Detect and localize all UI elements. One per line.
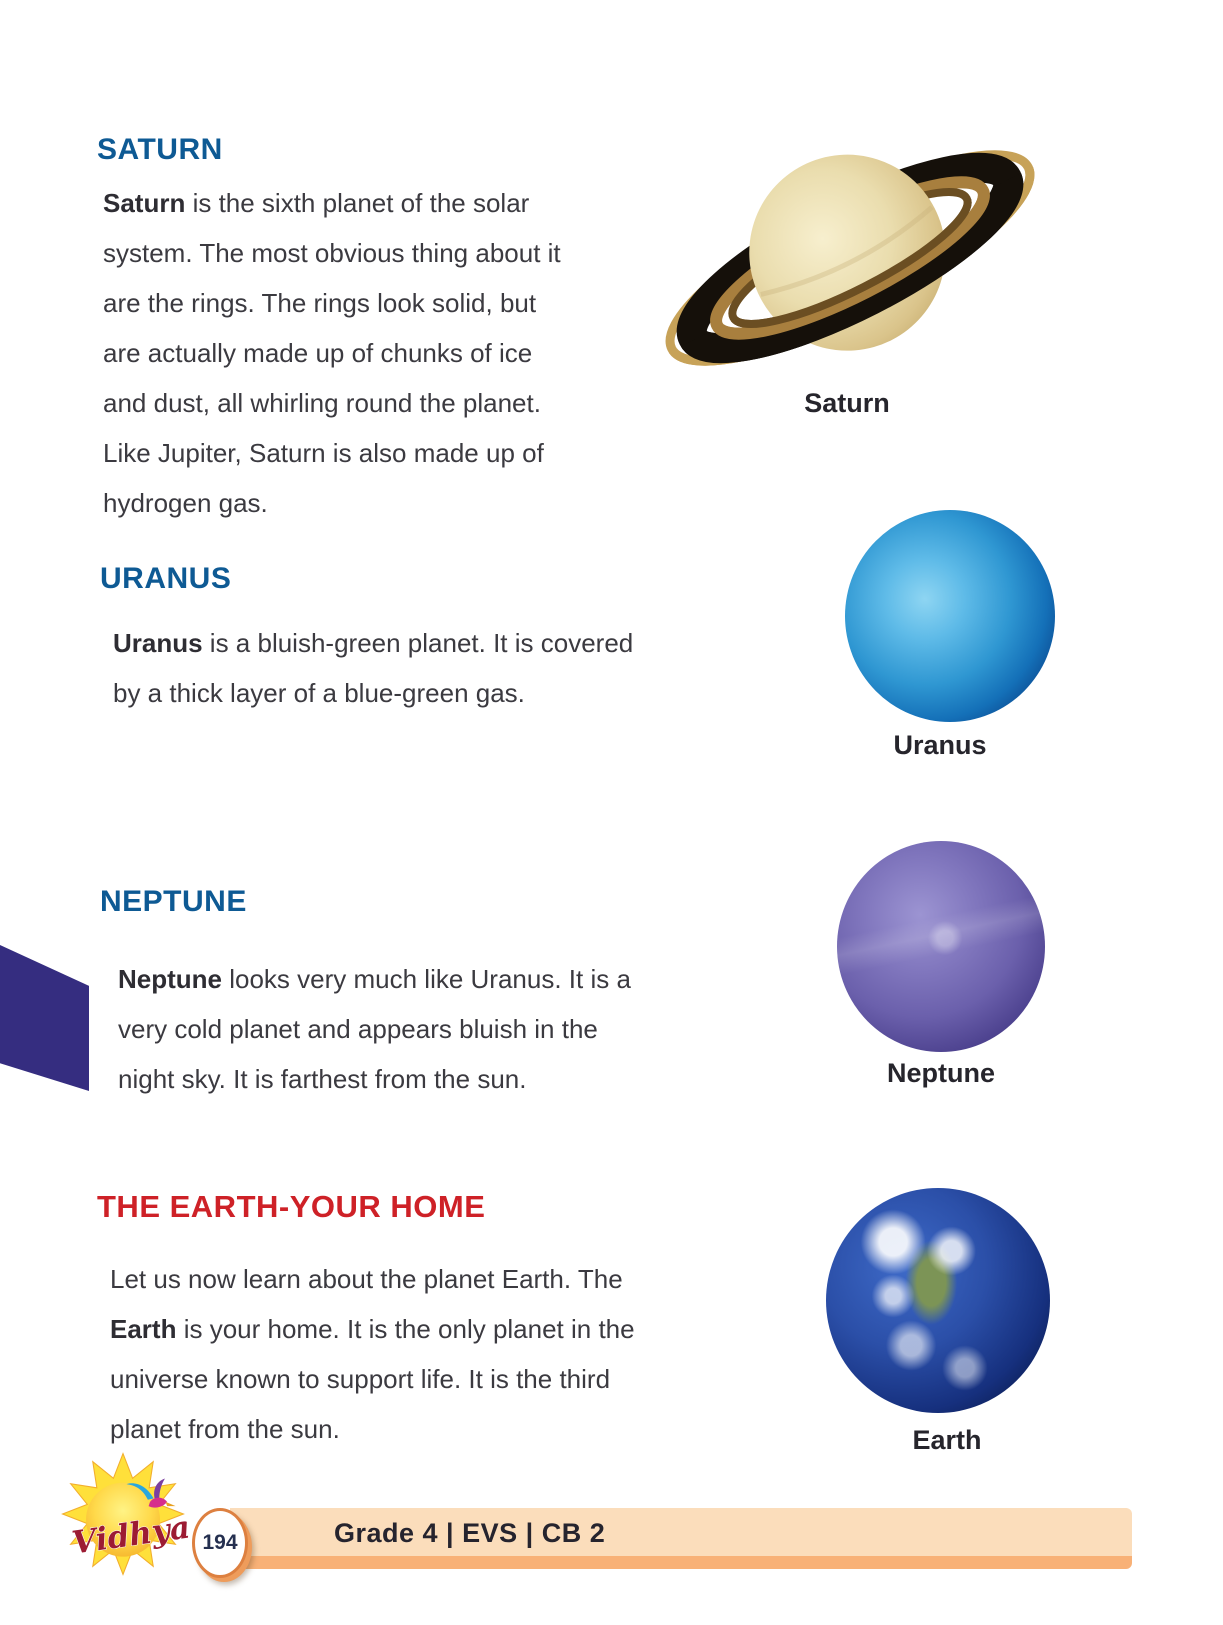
text-line: Earth is your home. It is the only planet in the: [110, 1314, 635, 1344]
paragraph-neptune: [118, 954, 631, 1104]
text-line: Uranus is a bluish-green planet. It is covered: [113, 628, 634, 658]
heading-uranus: URANUS: [100, 561, 232, 595]
text-line: Neptune looks very much like Uranus. It is a: [118, 964, 631, 994]
heading-earth: THE EARTH-YOUR HOME: [97, 1188, 486, 1224]
text-line: planet from the sun.: [110, 1414, 340, 1444]
footer-bar-edge: [230, 1556, 1132, 1569]
text-line: night sky. It is farthest from the sun.: [118, 1064, 527, 1094]
heading-neptune: NEPTUNE: [100, 884, 247, 918]
neptune-image: [837, 841, 1045, 1052]
logo-text: Vidhya: [69, 1509, 193, 1562]
text-line: by a thick layer of a blue-green gas.: [113, 678, 525, 708]
text-line: very cold planet and appears bluish in the: [118, 1014, 598, 1044]
page-number: 194: [202, 1531, 238, 1554]
side-tab-decoration: [0, 945, 89, 1091]
paragraph-earth: [110, 1254, 635, 1454]
text-line: system. The most obvious thing about it: [103, 238, 561, 268]
uranus-caption: Uranus: [893, 730, 987, 760]
earth-image: [826, 1188, 1050, 1413]
saturn-image: [645, 130, 1055, 390]
text-line: Like Jupiter, Saturn is also made up of: [103, 438, 544, 468]
text-line: hydrogen gas.: [103, 488, 268, 518]
text-line: Saturn is the sixth planet of the solar: [103, 188, 530, 218]
saturn-caption: Saturn: [804, 388, 890, 418]
text-line: are actually made up of chunks of ice: [103, 338, 533, 368]
paragraph-saturn: [103, 178, 561, 528]
text-line: Let us now learn about the planet Earth. The: [110, 1264, 623, 1294]
uranus-image: [845, 510, 1055, 722]
footer-bar-text: Grade 4 | EVS | CB 2: [334, 1518, 606, 1548]
neptune-caption: Neptune: [887, 1058, 995, 1088]
page-number-badge: [192, 1508, 248, 1578]
paragraph-uranus: [113, 618, 633, 718]
heading-saturn: SATURN: [97, 132, 223, 166]
text-line: and dust, all whirling round the planet.: [103, 388, 541, 418]
earth-caption: Earth: [912, 1425, 982, 1455]
text-line: are the rings. The rings look solid, but: [103, 288, 537, 318]
vidhya-logo: [52, 1450, 194, 1578]
text-line: universe known to support life. It is the third: [110, 1364, 611, 1394]
